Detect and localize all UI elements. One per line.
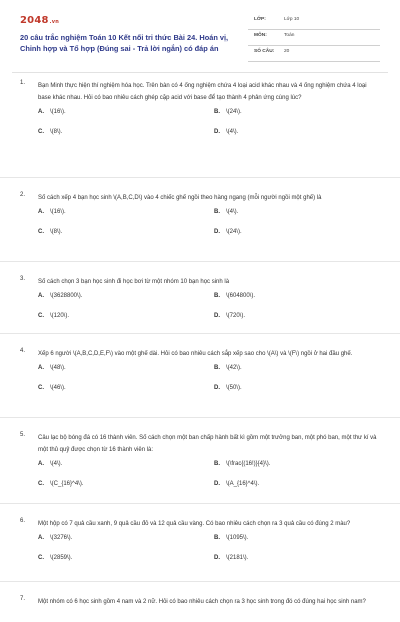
question-text: Bạn Minh thực hiện thí nghiệm hóa học. Trên bàn có 4 ống nghiệm chứa 4 loại acid khác nhau và 4 ống nghiệm chứa 4 loại base khác nhau. Hỏi có bao nhiêu cách ghép cặp acid với base để tạo thành 4 phản ứng cùng lúc? [38, 83, 367, 101]
question-number: 3. [20, 276, 26, 282]
option-c[interactable]: C. \(8\). [38, 229, 63, 235]
option-c[interactable]: C. \(8\). [38, 129, 63, 135]
question-item [0, 582, 400, 622]
header [0, 0, 400, 70]
question-number: 1. [20, 80, 26, 86]
question-item [0, 262, 400, 334]
option-d[interactable]: D. \(4\). [214, 129, 239, 135]
option-b[interactable]: B. \(42\). [214, 365, 242, 371]
option-c[interactable]: C. \(46\). [38, 385, 66, 391]
meta-label: MÔN: [254, 33, 267, 38]
question-number: 5. [20, 432, 26, 438]
answer-options [38, 535, 380, 581]
page-title: 20 câu trắc nghiệm Toán 10 Kết nối tri thức Bài 24. Hoán vị, Chỉnh hợp và Tổ hợp (Đúng sai - Trả lời ngắn) có đáp án [20, 33, 229, 53]
option-b[interactable]: B. \(604800\). [214, 293, 256, 299]
question-text: Một nhóm có 6 học sinh gồm 4 nam và 2 nữ. Hỏi có bao nhiêu cách chọn ra 3 học sinh trong đó có đúng hai học sinh nam? [38, 599, 366, 605]
question-number: 7. [20, 596, 26, 602]
question-text: Một hộp có 7 quả cầu xanh, 9 quả cầu đỏ và 12 quả cầu vàng. Có bao nhiêu cách chọn ra 3 quả cầu có đúng 2 màu? [38, 521, 351, 527]
question-item [0, 418, 400, 504]
option-c[interactable]: C. \(120\). [38, 313, 70, 319]
question-item [0, 504, 400, 582]
option-d[interactable]: D. \(A_{16}^4\). [214, 481, 260, 487]
option-d[interactable]: D. \(50\). [214, 385, 242, 391]
meta-row-grade [248, 14, 380, 30]
option-a[interactable]: A. \(16\). [38, 109, 66, 115]
option-d[interactable]: D. \(720\). [214, 313, 246, 319]
meta-value: 20 [284, 49, 290, 54]
question-text: Câu lạc bộ bóng đá có 16 thành viên. Số cách chọn một ban chấp hành bất kì gồm một trưởng ban, một phó ban, một thư kí và một thủ quỹ được chọn từ 16 thành viên là: [38, 435, 377, 453]
meta-row-count [248, 46, 380, 62]
question-item [0, 334, 400, 418]
meta-info-box [248, 14, 380, 62]
answer-options [38, 461, 380, 507]
question-number: 2. [20, 192, 26, 198]
option-a[interactable]: A. \(3276\). [38, 535, 73, 541]
option-a[interactable]: A. \(48\). [38, 365, 66, 371]
option-c[interactable]: C. \(C_{16}^4\). [38, 481, 84, 487]
option-b[interactable]: B. \(1095\). [214, 535, 249, 541]
answer-options [38, 109, 380, 155]
meta-value: Lớp 10 [284, 17, 300, 22]
meta-label: SỐ CÂU: [254, 49, 275, 54]
option-a[interactable]: A. \(16\). [38, 209, 66, 215]
option-b[interactable]: B. \(4\). [214, 209, 239, 215]
option-b[interactable]: B. \(\frac{(16!)}{4}\). [214, 461, 271, 467]
option-c[interactable]: C. \(2859\). [38, 555, 73, 561]
question-number: 6. [20, 518, 26, 524]
meta-value: Toán [284, 33, 295, 38]
option-d[interactable]: D. \(2181\). [214, 555, 249, 561]
meta-label: LỚP: [254, 17, 266, 22]
answer-options [38, 209, 380, 255]
logo-sub: .vn [49, 19, 59, 25]
question-item [0, 80, 400, 178]
question-text: Số cách chọn 3 bạn học sinh đi học bơi từ một nhóm 10 bạn học sinh là [38, 279, 230, 285]
option-d[interactable]: D. \(24\). [214, 229, 242, 235]
site-logo[interactable] [20, 15, 59, 26]
option-a[interactable]: A. \(3628800\). [38, 293, 83, 299]
option-b[interactable]: B. \(24\). [214, 109, 242, 115]
question-text: Xếp 6 người \(A,B,C,D,E,F\) vào một ghế dài. Hỏi có bao nhiêu cách sắp xếp sao cho \(A\) và \(F\) ngồi ở hai đầu ghế. [38, 351, 353, 357]
logo-main: 2048 [20, 15, 49, 26]
question-number: 4. [20, 348, 26, 354]
answer-options [38, 293, 380, 339]
option-a[interactable]: A. \(4\). [38, 461, 63, 467]
question-item [0, 178, 400, 262]
answer-options [38, 365, 380, 411]
meta-row-subject [248, 30, 380, 46]
question-list [0, 80, 400, 622]
divider [12, 72, 388, 73]
question-text: Số cách xếp 4 bạn học sinh \(A,B,C,D\) vào 4 chiếc ghế ngồi theo hàng ngang (mỗi người ngồi một ghế) là [38, 195, 322, 201]
